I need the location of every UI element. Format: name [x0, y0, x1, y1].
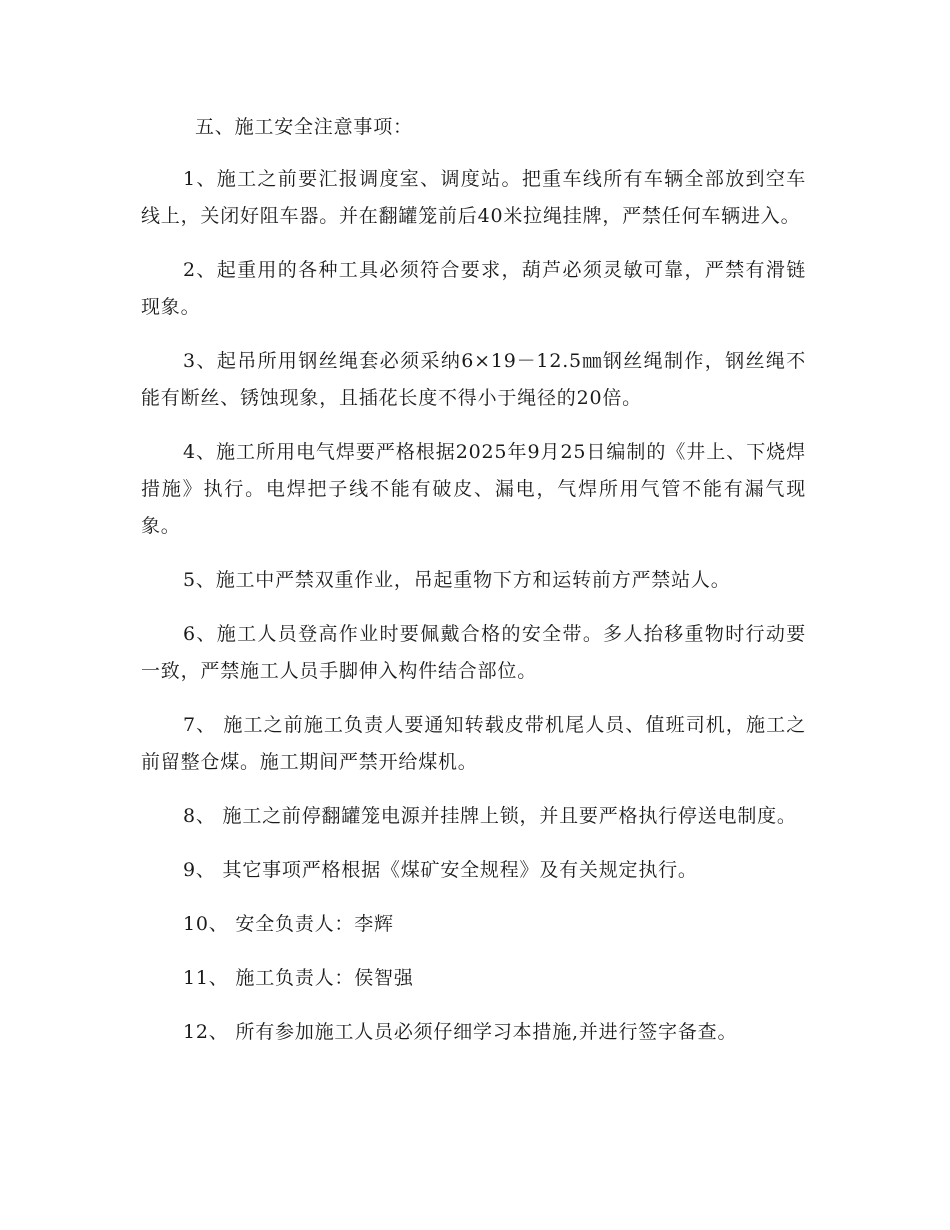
section-title: 五、施工安全注意事项： — [195, 116, 413, 138]
safety-item-8: 8、 施工之前停翻罐笼电源并挂牌上锁，并且要严格执行停送电制度。 — [183, 805, 797, 827]
document-body — [141, 110, 806, 1068]
safety-item-10: 10、 安全负责人：李辉 — [183, 913, 394, 935]
safety-item-5: 5、施工中严禁双重作业，吊起重物下方和运转前方严禁站人。 — [183, 569, 731, 591]
safety-item-7: 7、 施工之前施工负责人要通知转载皮带机尾人员、值班司机，施工之前留整仓煤。施工期间严禁开给煤机。 — [141, 714, 806, 773]
safety-item-6: 6、施工人员登高作业时要佩戴合格的安全带。多人抬移重物时行动要一致，严禁施工人员手脚伸入构件结合部位。 — [141, 623, 806, 682]
safety-item-12: 12、 所有参加施工人员必须仔细学习本措施,并进行签字备查。 — [183, 1021, 738, 1043]
safety-item-2: 2、起重用的各种工具必须符合要求，葫芦必须灵敏可靠，严禁有滑链现象。 — [141, 259, 806, 318]
safety-item-1: 1、施工之前要汇报调度室、调度站。把重车线所有车辆全部放到空车线上，关闭好阻车器。并在翻罐笼前后40米拉绳挂牌，严禁任何车辆进入。 — [141, 168, 806, 227]
safety-item-3: 3、起吊所用钢丝绳套必须采纳6×19－12.5㎜钢丝绳制作，钢丝绳不能有断丝、锈蚀现象，且插花长度不得小于绳径的20倍。 — [141, 350, 806, 409]
safety-item-9: 9、 其它事项严格根据《煤矿安全规程》及有关规定执行。 — [183, 859, 698, 881]
safety-item-11: 11、 施工负责人：侯智强 — [183, 967, 414, 989]
safety-item-4: 4、施工所用电气焊要严格根据2025年9月25日编制的《井上、下烧焊措施》执行。电焊把子线不能有破皮、漏电，气焊所用气管不能有漏气现象。 — [141, 441, 806, 537]
